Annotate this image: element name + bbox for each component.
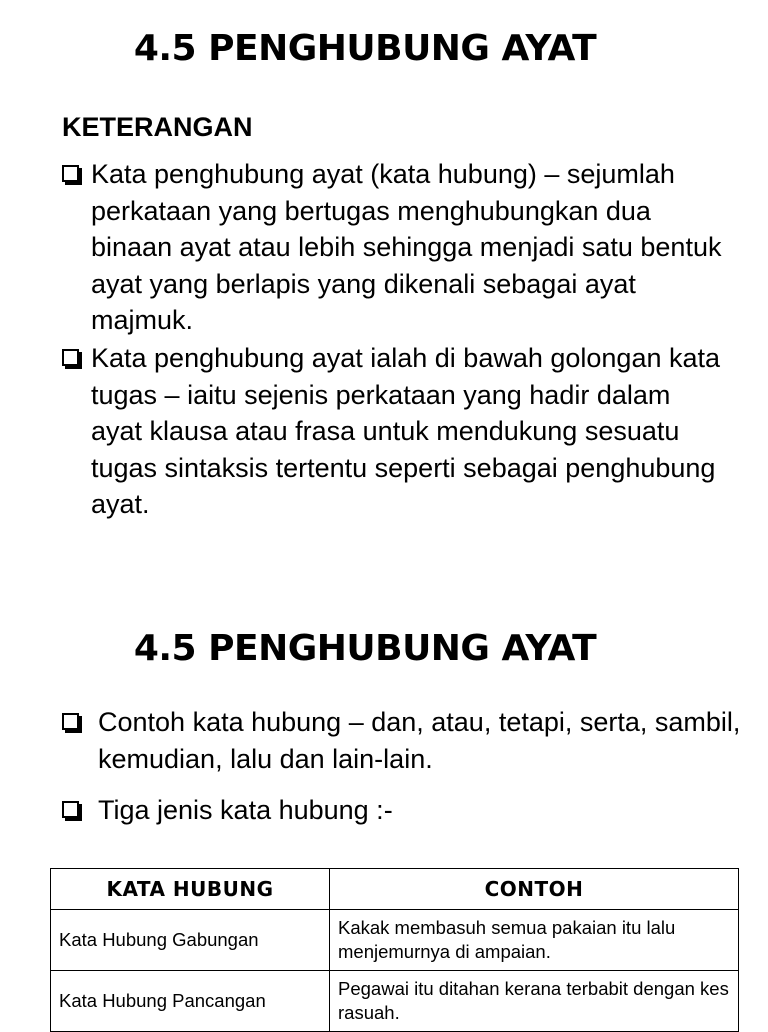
table-cell: Kakak membasuh semua pakaian itu lalu menjemurnya di ampaian. [330, 910, 739, 971]
bullet-item [62, 340, 722, 523]
slide-2 [0, 600, 768, 1024]
column-header: CONTOH [330, 869, 739, 910]
bullet-item [62, 792, 752, 829]
checkbox-bullet-icon [62, 165, 79, 182]
bullet-text: Tiga jenis kata hubung :- [98, 795, 393, 825]
section-heading: KETERANGAN [62, 112, 253, 142]
conjunction-table [50, 868, 739, 1032]
table-cell: Kata Hubung Gabungan [51, 910, 330, 971]
slide-title: 4.5 PENGHUBUNG AYAT [133, 628, 597, 669]
bullet-text: Kata penghubung ayat (kata hubung) – sejumlah perkataan yang bertugas menghubungkan dua binaan ayat atau lebih sehingga menjadi satu bentuk ayat yang berlapis yang dikenali sebagai ayat majmuk. [91, 159, 722, 335]
checkbox-bullet-icon [62, 349, 79, 366]
checkbox-bullet-icon [62, 713, 79, 730]
bullet-item [62, 156, 722, 339]
bullet-text: Kata penghubung ayat ialah di bawah golongan kata tugas – iaitu sejenis perkataan yang hadir dalam ayat klausa atau frasa untuk mendukung sesuatu tugas sintaksis tertentu seperti sebagai penghubung ayat. [91, 343, 721, 519]
bullet-item [62, 704, 752, 777]
bullet-text: Contoh kata hubung – dan, atau, tetapi, serta, sambil, kemudian, lalu dan lain-lain. [98, 707, 741, 774]
slide-title: 4.5 PENGHUBUNG AYAT [133, 28, 597, 69]
table-row [51, 910, 739, 971]
table-row [51, 971, 739, 1032]
checkbox-bullet-icon [62, 801, 79, 818]
table-cell: Kata Hubung Pancangan [51, 971, 330, 1032]
column-header: KATA HUBUNG [51, 869, 330, 910]
table-header-row [51, 869, 739, 910]
table-cell: Pegawai itu ditahan kerana terbabit dengan kes rasuah. [330, 971, 739, 1032]
